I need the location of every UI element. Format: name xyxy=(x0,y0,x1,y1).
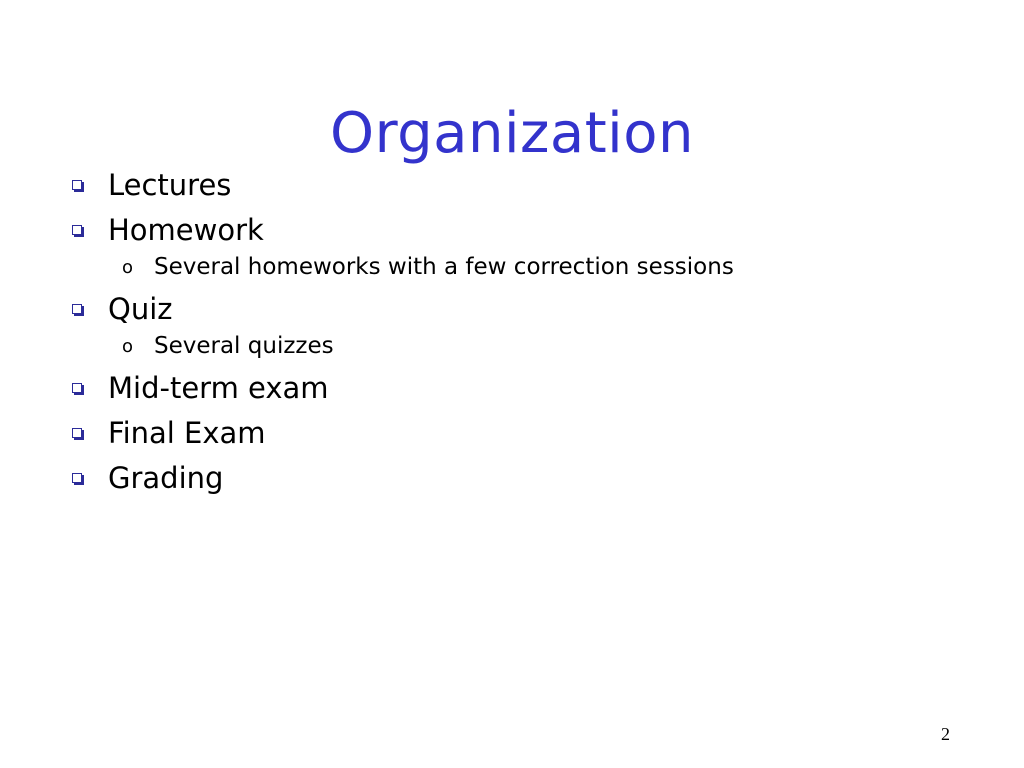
list-item-label: Quiz xyxy=(108,291,173,326)
list-item-label: Mid-term exam xyxy=(108,370,329,405)
square-bullet-icon xyxy=(72,304,82,314)
list-item xyxy=(72,207,734,252)
sub-list-item-label: Several quizzes xyxy=(154,333,334,359)
list-item-label: Grading xyxy=(108,460,224,495)
slide-title: Organization xyxy=(329,101,694,166)
list-item xyxy=(72,286,734,331)
list-item xyxy=(72,365,734,410)
circle-bullet-icon: o xyxy=(122,335,134,357)
square-bullet-icon xyxy=(72,473,82,483)
list-item-label: Lectures xyxy=(108,167,232,202)
bullet-list xyxy=(72,162,734,500)
list-item-label: Homework xyxy=(108,212,264,247)
page-number: 2 xyxy=(941,724,950,744)
list-item xyxy=(72,162,734,207)
square-bullet-icon xyxy=(72,383,82,393)
square-bullet-icon xyxy=(72,180,82,190)
list-item xyxy=(72,410,734,455)
square-bullet-icon xyxy=(72,428,82,438)
sub-list-item xyxy=(72,248,734,286)
sub-list-item xyxy=(72,327,734,365)
sub-list-item-label: Several homeworks with a few correction sessions xyxy=(154,254,734,280)
circle-bullet-icon: o xyxy=(122,256,134,278)
list-item xyxy=(72,455,734,500)
square-bullet-icon xyxy=(72,225,82,235)
list-item-label: Final Exam xyxy=(108,415,266,450)
